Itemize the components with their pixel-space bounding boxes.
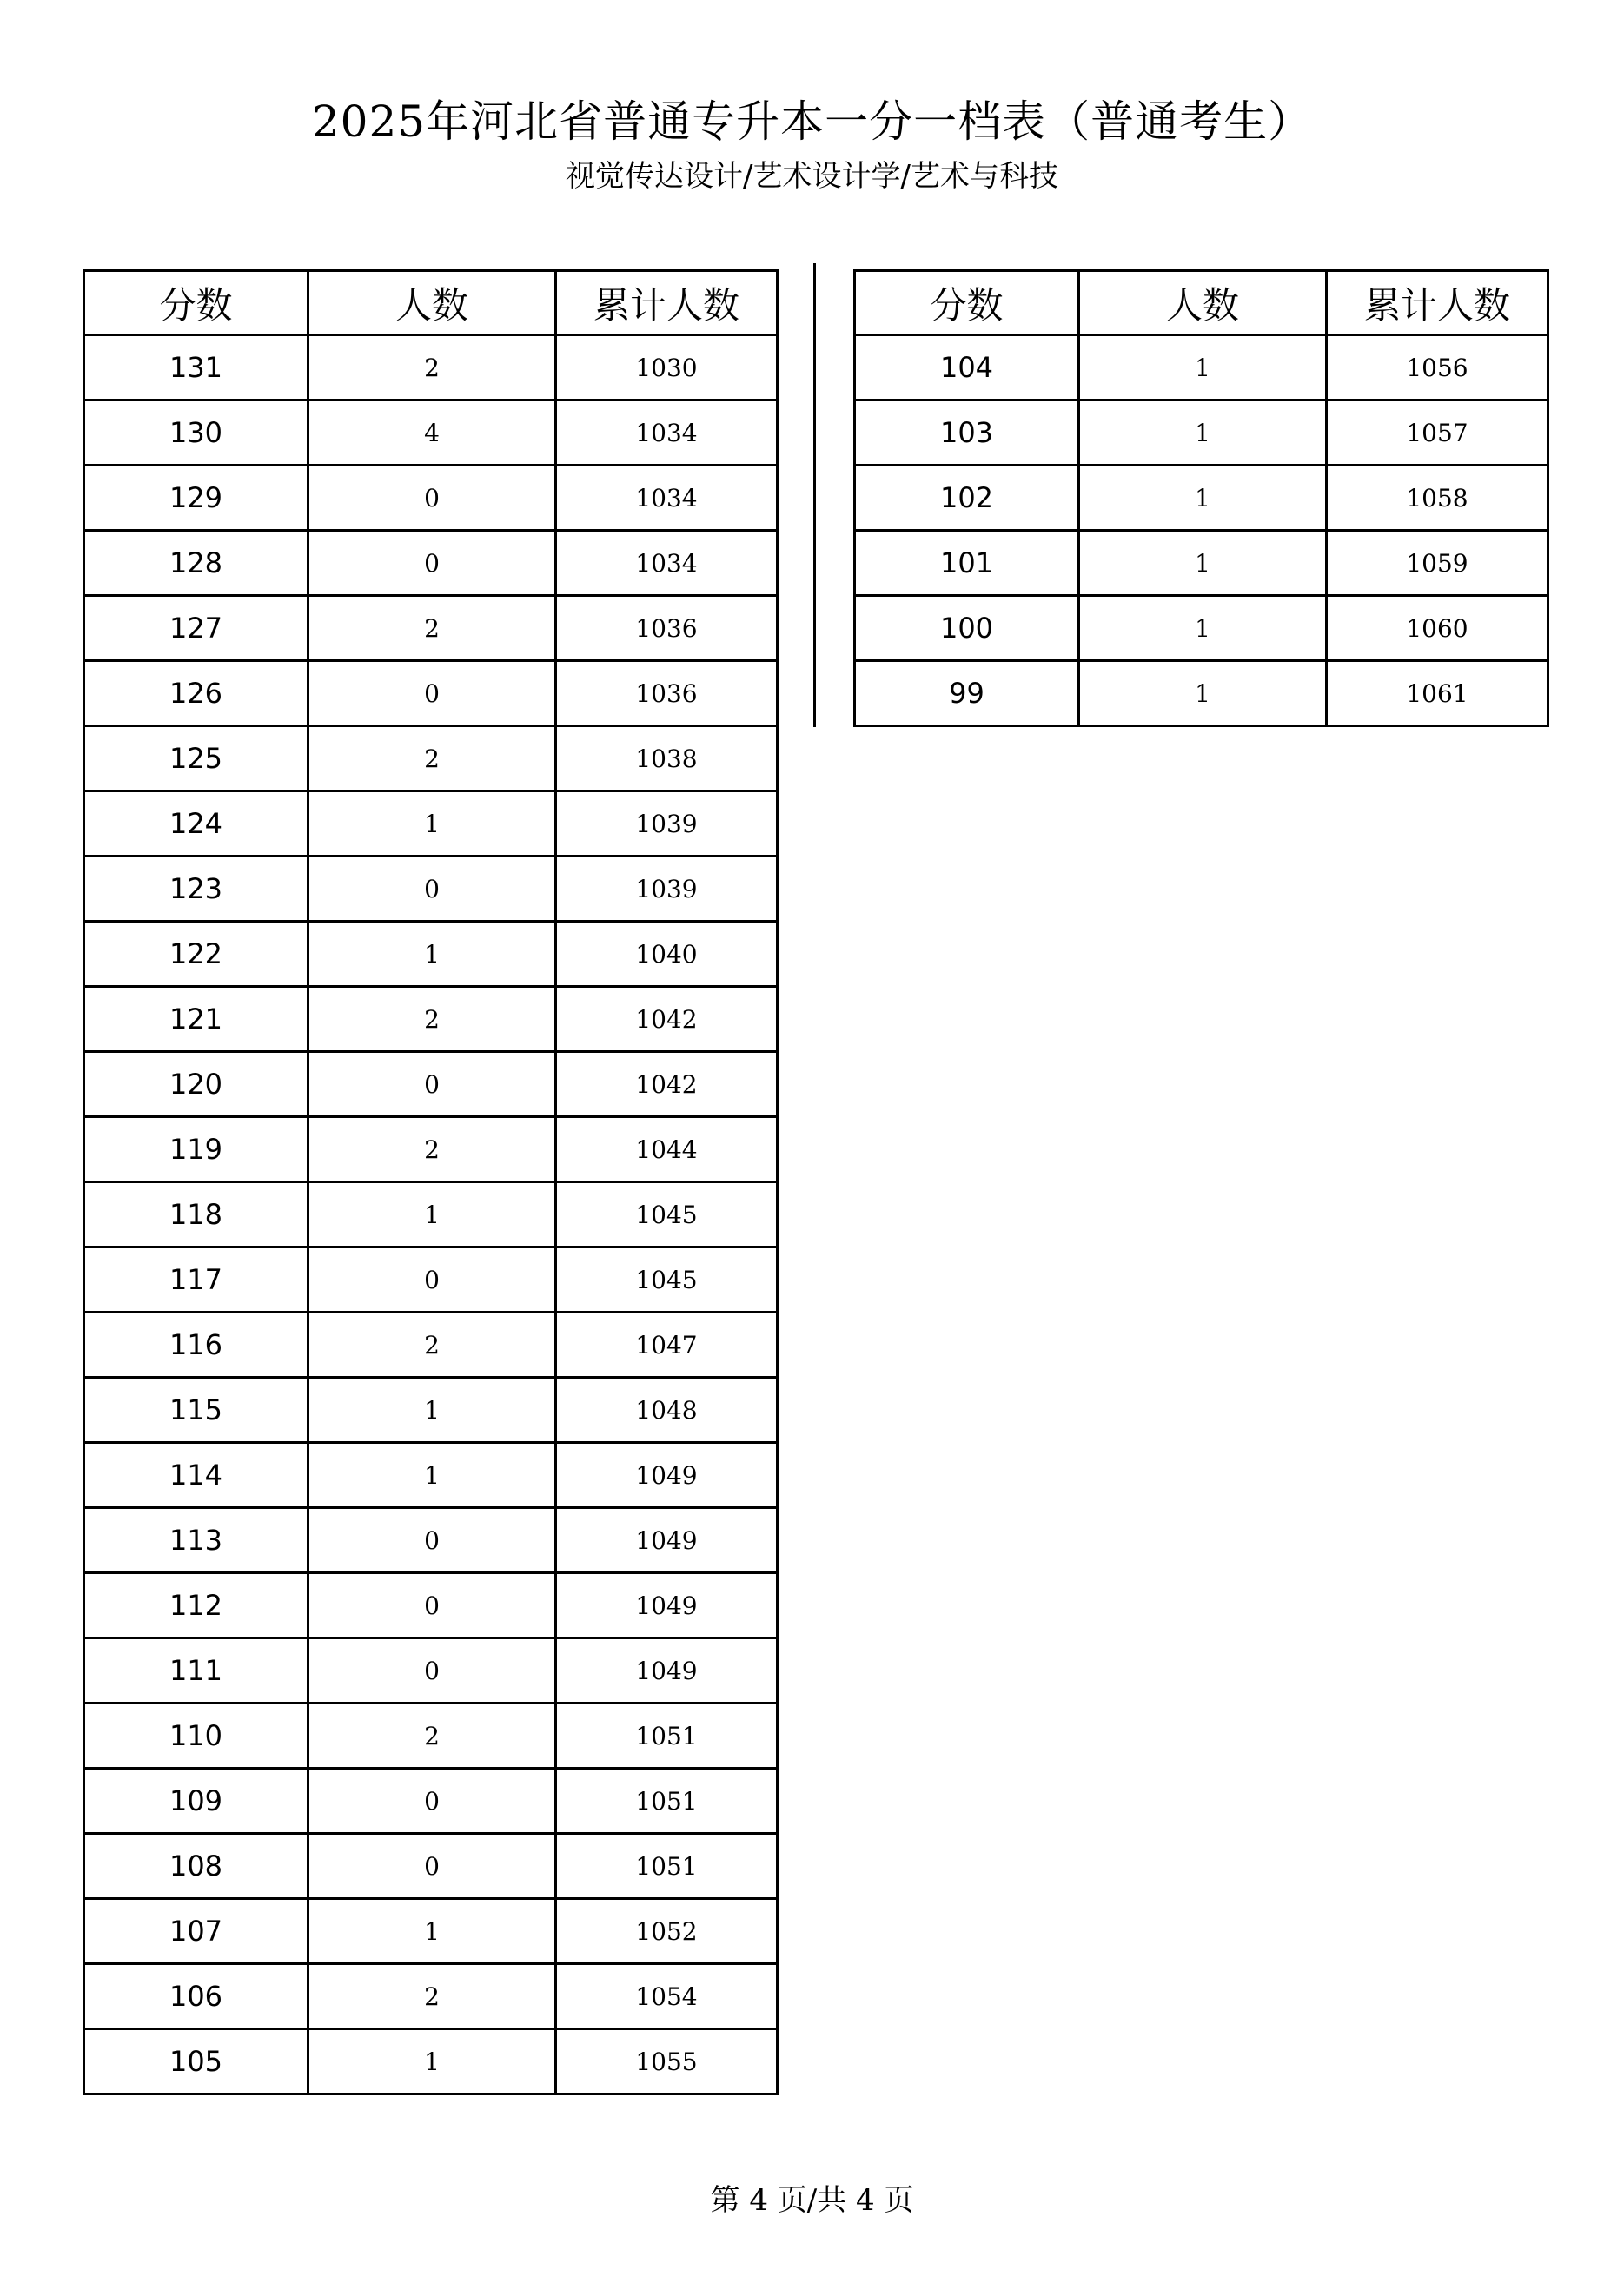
cumulative-cell: 1055 — [556, 2029, 778, 2094]
count-cell: 0 — [308, 1508, 556, 1573]
cumulative-cell: 1038 — [556, 726, 778, 791]
count-cell: 1 — [308, 2029, 556, 2094]
table-header-row — [84, 271, 778, 335]
score-cell: 99 — [855, 661, 1079, 726]
score-cell: 114 — [84, 1443, 308, 1508]
count-cell: 0 — [308, 1638, 556, 1704]
count-cell: 2 — [308, 1313, 556, 1378]
table-row — [84, 400, 778, 466]
page-footer: 第 4 页/共 4 页 — [710, 2183, 914, 2218]
score-cell: 108 — [84, 1834, 308, 1899]
score-cell: 110 — [84, 1704, 308, 1769]
table-row — [84, 1182, 778, 1247]
table-row — [84, 1052, 778, 1117]
table-row — [84, 531, 778, 596]
cumulative-cell: 1034 — [556, 400, 778, 466]
table-row — [84, 1704, 778, 1769]
cumulative-cell: 1034 — [556, 466, 778, 531]
cumulative-cell: 1056 — [1327, 335, 1548, 400]
cumulative-cell: 1049 — [556, 1573, 778, 1638]
count-cell: 1 — [1079, 335, 1327, 400]
table-header-row — [855, 271, 1548, 335]
score-cell: 112 — [84, 1573, 308, 1638]
table-row — [855, 466, 1548, 531]
cumulative-cell: 1051 — [556, 1834, 778, 1899]
cumulative-cell: 1054 — [556, 1964, 778, 2029]
count-cell: 0 — [308, 531, 556, 596]
count-cell: 0 — [308, 466, 556, 531]
count-cell: 1 — [1079, 661, 1327, 726]
table-row — [84, 1834, 778, 1899]
table-row — [84, 791, 778, 857]
header-score: 分数 — [84, 271, 308, 335]
page-title: 2025年河北省普通专升本一分一档表（普通考生） — [311, 96, 1313, 147]
score-cell: 118 — [84, 1182, 308, 1247]
column-divider — [813, 263, 816, 727]
score-cell: 107 — [84, 1899, 308, 1964]
table-row — [84, 1443, 778, 1508]
count-cell: 1 — [1079, 466, 1327, 531]
cumulative-cell: 1051 — [556, 1704, 778, 1769]
header-score: 分数 — [855, 271, 1079, 335]
count-cell: 4 — [308, 400, 556, 466]
score-cell: 125 — [84, 726, 308, 791]
score-cell: 109 — [84, 1769, 308, 1834]
count-cell: 1 — [308, 1899, 556, 1964]
score-cell: 129 — [84, 466, 308, 531]
table-row — [84, 922, 778, 987]
cumulative-cell: 1049 — [556, 1638, 778, 1704]
table-row — [84, 1769, 778, 1834]
score-cell: 104 — [855, 335, 1079, 400]
count-cell: 2 — [308, 987, 556, 1052]
score-cell: 103 — [855, 400, 1079, 466]
count-cell: 0 — [308, 1769, 556, 1834]
cumulative-cell: 1045 — [556, 1182, 778, 1247]
score-cell: 130 — [84, 400, 308, 466]
cumulative-cell: 1044 — [556, 1117, 778, 1182]
count-cell: 1 — [308, 791, 556, 857]
table-row — [855, 661, 1548, 726]
count-cell: 2 — [308, 1704, 556, 1769]
cumulative-cell: 1049 — [556, 1443, 778, 1508]
count-cell: 1 — [308, 1443, 556, 1508]
table-row — [84, 857, 778, 922]
table-row — [84, 1964, 778, 2029]
count-cell: 0 — [308, 1247, 556, 1313]
table-row — [855, 400, 1548, 466]
cumulative-cell: 1040 — [556, 922, 778, 987]
table-row — [84, 1638, 778, 1704]
score-table-right — [853, 269, 1549, 727]
count-cell: 1 — [308, 922, 556, 987]
count-cell: 0 — [308, 1052, 556, 1117]
count-cell: 1 — [1079, 400, 1327, 466]
table-row — [84, 466, 778, 531]
score-cell: 111 — [84, 1638, 308, 1704]
table-row — [855, 531, 1548, 596]
cumulative-cell: 1030 — [556, 335, 778, 400]
table-row — [855, 335, 1548, 400]
table-row — [84, 335, 778, 400]
cumulative-cell: 1034 — [556, 531, 778, 596]
table-row — [855, 596, 1548, 661]
table-row — [84, 726, 778, 791]
score-cell: 120 — [84, 1052, 308, 1117]
header-count: 人数 — [308, 271, 556, 335]
header-cumulative: 累计人数 — [1327, 271, 1548, 335]
table-row — [84, 2029, 778, 2094]
table-row — [84, 1573, 778, 1638]
table-row — [84, 1378, 778, 1443]
count-cell: 0 — [308, 1834, 556, 1899]
table-row — [84, 1117, 778, 1182]
cumulative-cell: 1036 — [556, 661, 778, 726]
count-cell: 2 — [308, 335, 556, 400]
score-cell: 106 — [84, 1964, 308, 2029]
score-cell: 100 — [855, 596, 1079, 661]
count-cell: 2 — [308, 596, 556, 661]
cumulative-cell: 1045 — [556, 1247, 778, 1313]
cumulative-cell: 1058 — [1327, 466, 1548, 531]
cumulative-cell: 1042 — [556, 1052, 778, 1117]
cumulative-cell: 1039 — [556, 791, 778, 857]
header-cumulative: 累计人数 — [556, 271, 778, 335]
table-row — [84, 1508, 778, 1573]
cumulative-cell: 1039 — [556, 857, 778, 922]
score-cell: 113 — [84, 1508, 308, 1573]
score-cell: 121 — [84, 987, 308, 1052]
table-row — [84, 596, 778, 661]
score-cell: 127 — [84, 596, 308, 661]
count-cell: 1 — [308, 1182, 556, 1247]
count-cell: 0 — [308, 661, 556, 726]
cumulative-cell: 1059 — [1327, 531, 1548, 596]
count-cell: 2 — [308, 726, 556, 791]
score-cell: 115 — [84, 1378, 308, 1443]
count-cell: 0 — [308, 1573, 556, 1638]
table-row — [84, 1313, 778, 1378]
score-cell: 123 — [84, 857, 308, 922]
header-count: 人数 — [1079, 271, 1327, 335]
table-row — [84, 661, 778, 726]
table-row — [84, 1899, 778, 1964]
cumulative-cell: 1061 — [1327, 661, 1548, 726]
score-cell: 122 — [84, 922, 308, 987]
cumulative-cell: 1049 — [556, 1508, 778, 1573]
score-cell: 102 — [855, 466, 1079, 531]
count-cell: 1 — [308, 1378, 556, 1443]
page-subtitle: 视觉传达设计/艺术设计学/艺术与科技 — [566, 159, 1058, 194]
cumulative-cell: 1052 — [556, 1899, 778, 1964]
cumulative-cell: 1042 — [556, 987, 778, 1052]
cumulative-cell: 1057 — [1327, 400, 1548, 466]
score-cell: 116 — [84, 1313, 308, 1378]
score-cell: 117 — [84, 1247, 308, 1313]
cumulative-cell: 1060 — [1327, 596, 1548, 661]
count-cell: 2 — [308, 1117, 556, 1182]
score-cell: 124 — [84, 791, 308, 857]
score-cell: 101 — [855, 531, 1079, 596]
count-cell: 1 — [1079, 596, 1327, 661]
score-cell: 119 — [84, 1117, 308, 1182]
cumulative-cell: 1048 — [556, 1378, 778, 1443]
table-row — [84, 1247, 778, 1313]
score-cell: 131 — [84, 335, 308, 400]
count-cell: 2 — [308, 1964, 556, 2029]
cumulative-cell: 1051 — [556, 1769, 778, 1834]
count-cell: 0 — [308, 857, 556, 922]
cumulative-cell: 1047 — [556, 1313, 778, 1378]
count-cell: 1 — [1079, 531, 1327, 596]
score-table-left — [83, 269, 779, 2095]
cumulative-cell: 1036 — [556, 596, 778, 661]
table-row — [84, 987, 778, 1052]
score-cell: 105 — [84, 2029, 308, 2094]
score-cell: 126 — [84, 661, 308, 726]
score-cell: 128 — [84, 531, 308, 596]
